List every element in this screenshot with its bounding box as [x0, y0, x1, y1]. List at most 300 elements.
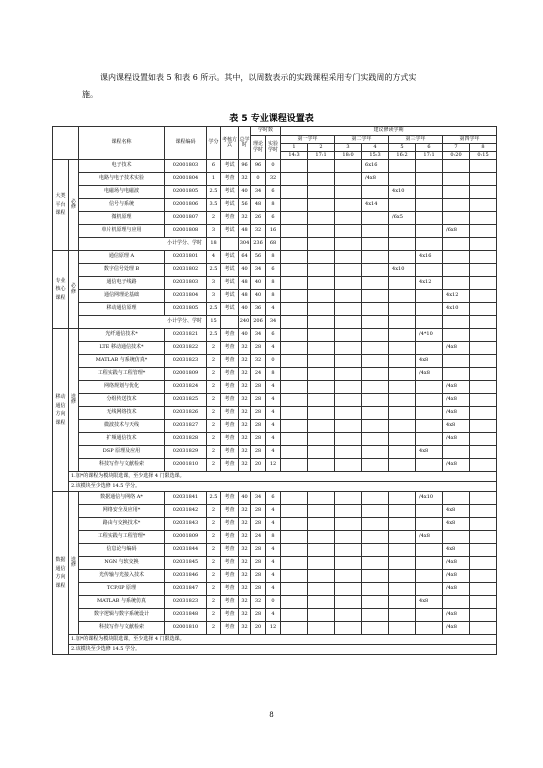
semester-cell	[470, 492, 497, 505]
semester-cell	[335, 492, 362, 505]
course-exam: 考试	[221, 290, 239, 303]
subtotal-theory: 236	[251, 238, 266, 251]
table-row	[53, 570, 497, 583]
semester-cell	[443, 355, 470, 368]
semester-cell: 4x16	[416, 251, 443, 264]
subtotal-blank	[221, 316, 239, 329]
course-type-label: 必修	[69, 160, 79, 251]
semester-cell	[416, 225, 443, 238]
course-exam: 考试	[221, 251, 239, 264]
course-exam: 考查	[221, 596, 239, 609]
course-exam: 考查	[221, 368, 239, 381]
subtotal-label: 小计学分、学时	[79, 316, 207, 329]
semester-cell	[362, 609, 389, 622]
table-row	[53, 342, 497, 355]
semester-cell	[470, 264, 497, 277]
course-type-label: 选修	[69, 329, 79, 472]
semester-cell	[308, 622, 335, 635]
semester-cell	[470, 342, 497, 355]
course-theory: 34	[251, 329, 266, 342]
table-row	[53, 199, 497, 212]
semester-cell	[416, 381, 443, 394]
semester-cell: 6x16	[362, 160, 389, 173]
semester-cell	[470, 596, 497, 609]
semester-cell	[362, 225, 389, 238]
semester-cell	[308, 492, 335, 505]
semester-cell	[308, 264, 335, 277]
course-name: 工程实践与工程管理*	[79, 531, 165, 544]
semester-cell: 4x8	[443, 544, 470, 557]
semester-cell	[389, 394, 416, 407]
semester-cell	[362, 368, 389, 381]
semester-cell: /4x8	[443, 394, 470, 407]
course-code: 02031825	[165, 394, 207, 407]
subtotal-practice: 68	[266, 238, 281, 251]
semester-cell	[389, 433, 416, 446]
semester-cell	[362, 212, 389, 225]
course-total: 32	[239, 420, 251, 433]
course-exam: 考试	[221, 225, 239, 238]
semester-cell	[443, 212, 470, 225]
course-name: MATLAB 与系统仿真*	[79, 355, 165, 368]
semester-cell	[389, 420, 416, 433]
semester-cell	[416, 264, 443, 277]
semester-cell	[470, 544, 497, 557]
semester-cell	[308, 368, 335, 381]
semester-cell	[362, 505, 389, 518]
course-code: 02031844	[165, 544, 207, 557]
semester-cell	[308, 225, 335, 238]
semester-cell	[308, 316, 335, 329]
header-semester-number: 8	[470, 144, 497, 152]
semester-cell	[335, 212, 362, 225]
semester-cell	[470, 609, 497, 622]
header-year-2: 第二学年	[335, 136, 389, 144]
course-practice: 0	[266, 355, 281, 368]
course-type-label: 必修	[69, 251, 79, 329]
course-name: 光传输与光接入技术	[79, 570, 165, 583]
semester-cell	[281, 407, 308, 420]
semester-cell	[470, 446, 497, 459]
course-exam: 考查	[221, 212, 239, 225]
semester-cell	[416, 433, 443, 446]
header-semester-number: 4	[362, 144, 389, 152]
course-name: 科技写作与文献检索	[79, 459, 165, 472]
course-credit: 2	[207, 622, 221, 635]
semester-cell	[281, 505, 308, 518]
category-label: 专业核心课程	[53, 251, 69, 329]
semester-cell	[335, 570, 362, 583]
semester-cell	[470, 531, 497, 544]
module-note: 1.加*的课程为模块限选课，至少选择 4 门限选课。	[69, 635, 497, 645]
semester-cell	[443, 264, 470, 277]
course-theory: 24	[251, 531, 266, 544]
semester-cell	[308, 173, 335, 186]
course-credit: 3.5	[207, 199, 221, 212]
semester-cell	[389, 518, 416, 531]
course-code: 02001810	[165, 459, 207, 472]
course-credit: 2	[207, 557, 221, 570]
header-semester-number: 1	[281, 144, 308, 152]
semester-cell	[362, 355, 389, 368]
course-theory: 28	[251, 609, 266, 622]
course-total: 32	[239, 596, 251, 609]
course-credit: 2.5	[207, 264, 221, 277]
semester-cell	[443, 186, 470, 199]
course-total: 40	[239, 492, 251, 505]
semester-cell	[308, 433, 335, 446]
course-practice: 4	[266, 420, 281, 433]
semester-cell	[362, 622, 389, 635]
table-row	[53, 303, 497, 316]
semester-cell	[281, 446, 308, 459]
semester-cell	[281, 329, 308, 342]
course-name: 微机原理	[79, 212, 165, 225]
semester-cell	[416, 518, 443, 531]
header-semester-number: 5	[389, 144, 416, 152]
semester-cell	[281, 433, 308, 446]
table-row	[53, 225, 497, 238]
table-row	[53, 433, 497, 446]
module-note: 1.加*的课程为模块限选课，至少选择 4 门限选课。	[69, 472, 497, 482]
semester-cell	[335, 557, 362, 570]
course-code: 02031848	[165, 609, 207, 622]
course-practice: 6	[266, 186, 281, 199]
semester-cell	[335, 277, 362, 290]
semester-cell	[470, 557, 497, 570]
header-semester-number: 7	[443, 144, 470, 152]
course-credit: 4	[207, 251, 221, 264]
header-weeks: 17:1	[416, 152, 443, 160]
semester-cell	[281, 186, 308, 199]
course-name: 数字逻辑与数字系统设计	[79, 609, 165, 622]
course-total: 40	[239, 186, 251, 199]
semester-cell	[443, 238, 470, 251]
semester-cell: 4x8	[416, 446, 443, 459]
course-name: MATLAB 与系统仿真	[79, 596, 165, 609]
semester-cell	[389, 316, 416, 329]
course-credit: 2	[207, 583, 221, 596]
course-name: 电路与电子技术实验	[79, 173, 165, 186]
course-theory: 28	[251, 433, 266, 446]
course-theory: 20	[251, 622, 266, 635]
course-code: 02031845	[165, 557, 207, 570]
semester-cell	[335, 459, 362, 472]
semester-cell	[308, 570, 335, 583]
semester-cell	[308, 544, 335, 557]
table-row	[53, 459, 497, 472]
course-exam: 考查	[221, 505, 239, 518]
course-name: 数据通信与网络 A*	[79, 492, 165, 505]
semester-cell	[470, 277, 497, 290]
course-exam: 考查	[221, 492, 239, 505]
course-practice: 8	[266, 368, 281, 381]
header-year-3: 第三学年	[389, 136, 443, 144]
table-row	[53, 173, 497, 186]
semester-cell	[389, 251, 416, 264]
semester-cell: /4x8	[443, 459, 470, 472]
course-name: NGN 与软交换	[79, 557, 165, 570]
course-exam: 考查	[221, 407, 239, 420]
course-exam: 考查	[221, 518, 239, 531]
semester-cell	[470, 173, 497, 186]
course-theory: 24	[251, 368, 266, 381]
header-credit: 学分	[207, 127, 221, 160]
semester-cell	[335, 381, 362, 394]
course-exam: 考查	[221, 381, 239, 394]
header-weeks: 17:1	[308, 152, 335, 160]
course-code: 02001803	[165, 160, 207, 173]
course-theory: 34	[251, 186, 266, 199]
header-course-code: 课程编码	[165, 127, 207, 160]
table-row	[53, 381, 497, 394]
semester-cell	[389, 492, 416, 505]
semester-cell	[335, 433, 362, 446]
course-name: TCP/IP 原理	[79, 583, 165, 596]
header-blank	[53, 127, 79, 160]
subtotal-credit: 18	[207, 238, 221, 251]
semester-cell	[389, 199, 416, 212]
course-name: 通信电子线路	[79, 277, 165, 290]
semester-cell	[443, 329, 470, 342]
course-theory: 32	[251, 225, 266, 238]
semester-cell: /4x8	[362, 173, 389, 186]
semester-cell	[362, 544, 389, 557]
semester-cell	[281, 225, 308, 238]
table-row	[53, 368, 497, 381]
semester-cell	[470, 459, 497, 472]
semester-cell	[308, 381, 335, 394]
table-row	[53, 329, 497, 342]
subtotal-label: 小计学分、学时	[79, 238, 207, 251]
semester-cell	[470, 251, 497, 264]
course-theory: 56	[251, 251, 266, 264]
semester-cell	[389, 225, 416, 238]
course-total: 32	[239, 173, 251, 186]
semester-cell	[470, 420, 497, 433]
category-label: 数据通信方向课程	[53, 492, 69, 655]
table-row	[53, 407, 497, 420]
course-credit: 2	[207, 518, 221, 531]
semester-cell: /4x8	[416, 368, 443, 381]
course-practice: 4	[266, 544, 281, 557]
semester-cell	[362, 277, 389, 290]
semester-cell	[416, 505, 443, 518]
course-exam: 考试	[221, 160, 239, 173]
semester-cell	[416, 186, 443, 199]
semester-cell	[362, 394, 389, 407]
course-code: 02031829	[165, 446, 207, 459]
course-code: 02031843	[165, 518, 207, 531]
semester-cell	[362, 407, 389, 420]
semester-cell	[281, 596, 308, 609]
header-weeks: 14:3	[281, 152, 308, 160]
course-credit: 1	[207, 173, 221, 186]
course-exam: 考查	[221, 446, 239, 459]
course-total: 40	[239, 329, 251, 342]
course-practice: 4	[266, 583, 281, 596]
module-note: 2.该模块至少选修 14.5 学分。	[69, 645, 497, 655]
course-theory: 20	[251, 459, 266, 472]
semester-cell	[416, 238, 443, 251]
course-practice: 4	[266, 518, 281, 531]
semester-cell	[281, 238, 308, 251]
semester-cell	[281, 251, 308, 264]
semester-cell	[281, 277, 308, 290]
table-row	[53, 446, 497, 459]
course-exam: 考查	[221, 433, 239, 446]
intro-line-2: 施。	[82, 90, 98, 99]
course-theory: 40	[251, 277, 266, 290]
course-code: 02001807	[165, 212, 207, 225]
semester-cell	[362, 316, 389, 329]
semester-cell	[281, 381, 308, 394]
course-credit: 2	[207, 531, 221, 544]
course-credit: 3	[207, 290, 221, 303]
semester-cell	[389, 583, 416, 596]
semester-cell	[281, 355, 308, 368]
course-practice: 8	[266, 199, 281, 212]
semester-cell	[281, 459, 308, 472]
course-code: 02001808	[165, 225, 207, 238]
course-credit: 2	[207, 544, 221, 557]
course-practice: 6	[266, 264, 281, 277]
course-total: 40	[239, 264, 251, 277]
table-row	[53, 251, 497, 264]
course-practice: 4	[266, 609, 281, 622]
semester-cell	[389, 570, 416, 583]
course-exam: 考查	[221, 622, 239, 635]
semester-cell	[281, 531, 308, 544]
course-code: 02031828	[165, 433, 207, 446]
subtotal-credit: 15	[207, 316, 221, 329]
course-total: 32	[239, 622, 251, 635]
course-code: 02031823	[165, 355, 207, 368]
semester-cell	[335, 622, 362, 635]
semester-cell	[308, 446, 335, 459]
semester-cell	[308, 186, 335, 199]
course-practice: 4	[266, 446, 281, 459]
course-practice: 12	[266, 622, 281, 635]
course-theory: 28	[251, 381, 266, 394]
semester-cell: /4x8	[443, 570, 470, 583]
course-exam: 考查	[221, 570, 239, 583]
course-code: 02031846	[165, 570, 207, 583]
course-name: 电子技术	[79, 160, 165, 173]
course-credit: 2	[207, 368, 221, 381]
course-theory: 26	[251, 212, 266, 225]
course-table	[52, 126, 497, 655]
course-practice: 4	[266, 394, 281, 407]
semester-cell	[281, 570, 308, 583]
header-weeks: 15:3	[362, 152, 389, 160]
table-title: 表 5 专业课程设置表	[229, 114, 314, 124]
semester-cell	[335, 225, 362, 238]
semester-cell: 4x8	[443, 420, 470, 433]
course-name: 通信原理 A	[79, 251, 165, 264]
semester-cell	[416, 622, 443, 635]
semester-cell: /6x5	[389, 212, 416, 225]
course-credit: 2	[207, 446, 221, 459]
course-total: 32	[239, 446, 251, 459]
course-practice: 0	[266, 160, 281, 173]
semester-cell: 4x8	[443, 518, 470, 531]
semester-cell: /4*10	[416, 329, 443, 342]
semester-cell	[281, 557, 308, 570]
course-credit: 2	[207, 420, 221, 433]
course-credit: 2.5	[207, 492, 221, 505]
course-theory: 28	[251, 557, 266, 570]
table-row	[53, 596, 497, 609]
table-row	[53, 394, 497, 407]
subtotal-theory: 206	[251, 316, 266, 329]
semester-cell	[443, 596, 470, 609]
course-total: 32	[239, 531, 251, 544]
course-name: 无线网络技术	[79, 407, 165, 420]
course-theory: 28	[251, 394, 266, 407]
semester-cell	[335, 544, 362, 557]
semester-cell	[308, 342, 335, 355]
course-credit: 2	[207, 609, 221, 622]
course-total: 96	[239, 160, 251, 173]
semester-cell	[416, 199, 443, 212]
semester-cell	[335, 160, 362, 173]
table-row	[53, 531, 497, 544]
semester-cell	[416, 420, 443, 433]
note-row	[53, 472, 497, 482]
semester-cell	[308, 355, 335, 368]
course-practice: 4	[266, 505, 281, 518]
semester-cell	[281, 290, 308, 303]
course-total: 32	[239, 368, 251, 381]
semester-cell	[335, 505, 362, 518]
semester-cell	[308, 329, 335, 342]
semester-cell	[362, 492, 389, 505]
semester-cell: /6x8	[443, 225, 470, 238]
semester-cell	[335, 316, 362, 329]
semester-cell	[308, 212, 335, 225]
semester-cell	[389, 303, 416, 316]
semester-cell	[362, 381, 389, 394]
course-theory: 40	[251, 290, 266, 303]
course-credit: 2	[207, 459, 221, 472]
semester-cell	[470, 290, 497, 303]
course-name: 电磁场与电磁波	[79, 186, 165, 199]
semester-cell: 4x10	[389, 264, 416, 277]
semester-cell: /4x8	[443, 381, 470, 394]
course-credit: 2	[207, 505, 221, 518]
course-theory: 28	[251, 544, 266, 557]
course-credit: 2	[207, 355, 221, 368]
course-code: 02031826	[165, 407, 207, 420]
course-name: 数字信号处理 B	[79, 264, 165, 277]
course-code: 02031847	[165, 583, 207, 596]
semester-cell	[389, 368, 416, 381]
course-total: 32	[239, 459, 251, 472]
semester-cell	[470, 238, 497, 251]
header-weeks: 0:20	[443, 152, 470, 160]
course-exam: 考试	[221, 277, 239, 290]
semester-cell	[335, 407, 362, 420]
semester-cell	[416, 407, 443, 420]
semester-cell	[470, 355, 497, 368]
semester-cell	[281, 622, 308, 635]
semester-cell	[362, 459, 389, 472]
semester-cell	[470, 212, 497, 225]
semester-cell	[389, 505, 416, 518]
semester-cell	[362, 238, 389, 251]
course-name: 通信网理论基础	[79, 290, 165, 303]
